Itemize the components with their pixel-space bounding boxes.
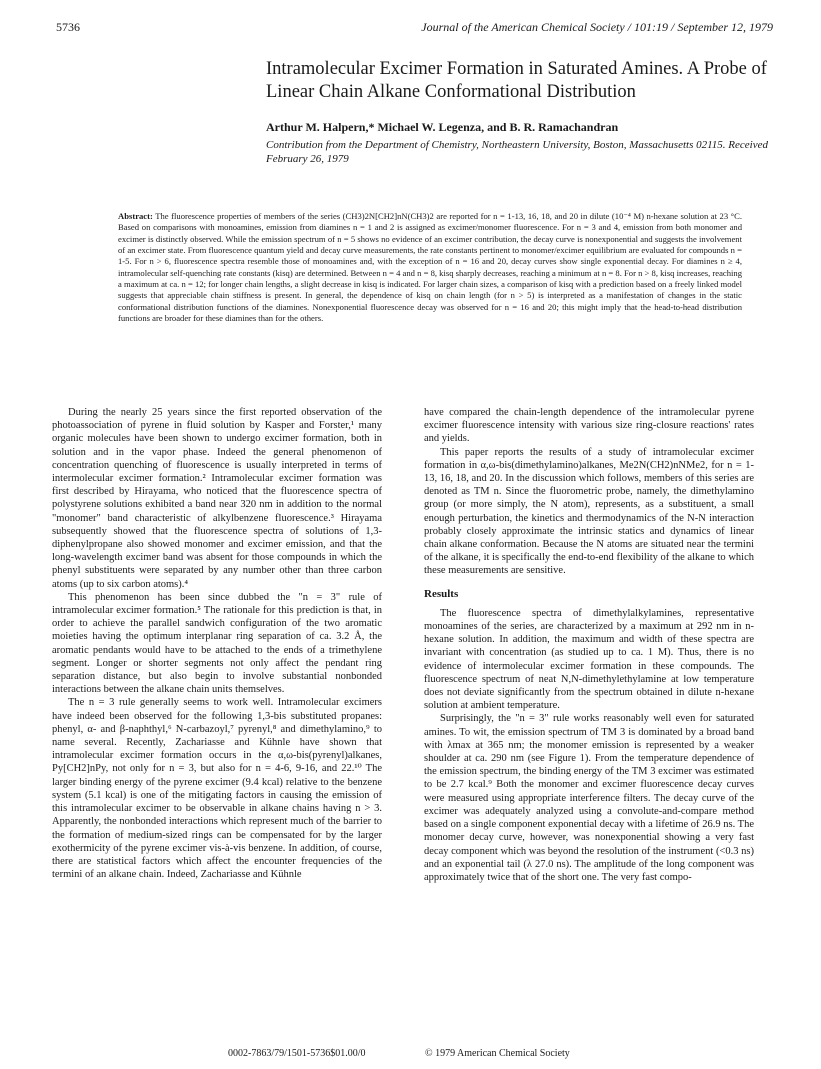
footer-price-code: 0002-7863/79/1501-5736$01.00/0 [228,1048,366,1059]
running-head [56,20,773,38]
body-paragraph: The n = 3 rule generally seems to work well. Intramolecular excimers have indeed been observed for the following 1,3-bis substituted propanes: phenyl, α- and β-naphthyl,⁶ N-carbazoyl,⁷ pyrenyl,⁸ and dimethylamino,⁹ to name several. Recently, Zachariasse and Kühnle have shown that intramolecular excimer formation occurs in the α,ω-bis(pyrenyl)alkanes, Py[CH2]nPy, not only for n = 3, but also for n = 4-6, 9-16, and 22.¹⁰ The larger binding energy of the pyrene excimer (9.4 kcal) relative to the benzene system (5.1 kcal) is one of the mitigating factors in causing the emission of this intramolecular excimer to be observable in alkane chains having n > 3. Apparently, the nonbonded interactions which represent much of the barrier to the formation of medium-sized rings can be compensated for by the larger exothermicity of the pyrene excimer vis-à-vis benzene. In addition, of course, there are statistical factors which affect the encounter frequencies of the termini of an alkane chain. Indeed, Zachariasse and Kühnle [52,697,382,881]
journal-citation: Journal of the American Chemical Society / 101:19 / September 12, 1979 [421,20,773,34]
article-affiliation: Contribution from the Department of Chemistry, Northeastern University, Boston, Massachusetts 02115. Received February 26, 1979 [266,139,768,165]
body-paragraph: Surprisingly, the "n = 3" rule works reasonably well even for saturated amines. To wit, the emission spectrum of TM 3 is dominated by a broad band with λmax at 365 nm; the monomer emission is represented by a weaker shoulder at ca. 290 nm (see Figure 1). From the temperature dependence of the emission spectrum, the binding energy of the TM 3 excimer was estimated to be 2.7 kcal.⁹ Both the monomer and excimer fluorescence decay curves were measured using appropriate interference filters. The decay curve of the excimer was adequately analyzed using a convolute-and-compare method based on a single component exponential decay with a lifetime of 26.9 ns. The monomer decay curve, however, was nonexponential showing a very fast decay component which was beyond the resolution of the instrument (<0.3 ns) and an exponential tail (λ 27.0 ns). The amplitude of the long component was approximately twice that of the short one. The very fast compo- [424,713,754,883]
body-right-column [424,406,754,884]
article-title: Intramolecular Excimer Formation in Saturated Amines. A Probe of Linear Chain Alkane Conformational Distribution [266,59,767,102]
footer-copyright: © 1979 American Chemical Society [425,1048,570,1059]
body-paragraph: This phenomenon has been since dubbed the "n = 3" rule of intramolecular excimer formation.⁵ The rationale for this prediction is that, in order to achieve the parallel sandwich configuration of the two aromatic moieties having the optimum interplanar ring separation of ca. 3.2 Å, the aromatic pendants would have to be attached to the ends of a trimethylene segment. Longer or shorter segments not only affect the pendant ring separation distance, but also begin to involve substantial nonbonded interactions between the alkane chain units themselves. [52,591,382,696]
body-left-column [52,406,382,881]
abstract [118,211,742,324]
article-authors: Arthur M. Halpern,* Michael W. Legenza, and B. R. Ramachandran [266,120,619,134]
body-paragraph: This paper reports the results of a study of intramolecular excimer formation in α,ω-bis(dimethylamino)alkanes, Me2N(CH2)nNMe2, for n = 1-13, 16, 18, and 20. In the discussion which follows, members of this series are denoted as TM n. Since the fluorometric probe, namely, the dimethylamino group (or more simply, the N atom), represents, as a substituent, a small enough perturbation, the kinetics and thermodynamics of the N-N interaction probably closely approximate the intrinsic statics and dynamics of linear chain alkane conformation. Because the N atoms are situated near the termini of the alkane, it is specifically the end-to-end flexibility of the alkane to which these measurements are sensitive. [424,446,754,577]
body-paragraph: have compared the chain-length dependence of the intramolecular pyrene excimer fluorescence intensity with various size ring-closure reactions' rates and yields. [424,407,754,445]
abstract-text: The fluorescence properties of members of the series (CH3)2N[CH2]nN(CH3)2 are reported for n = 1-13, 16, 18, and 20 in dilute (10⁻⁴ M) n-hexane solution at 23 °C. Based on comparisons with monoamines, emission from diamines n = 1 and 2 is assigned as excimer/monomer fluorescence. For n = 3 and 4, emission from both monomer and excimer is distinctly observed. While the emission spectrum of n = 5 shows no evidence of an excimer contribution, the decay curve is nonexponential and suggests the involvement of an excimer state. From fluorescence quantum yield and decay curve measurements, the rate constants pertinent to monomer/excimer equilibrium are evaluated for compounds n = 1-5. For n > 6, fluorescence spectra resemble those of monoamines and, with the exception of n = 16 and 20, decay curves show single exponential decay. For diamines n ≥ 4, intramolecular self-quenching rate constants (kisq) are determined. Between n = 4 and n = 8, kisq sharply decreases, reaching a minimum at n = 8. For n > 8, kisq increases, reaching a maximum at ca. n = 12; for longer chain lengths, a slight decrease in kisq is indicated. For larger chain sizes, a comparison of kisq with a prediction based on a freely linked model suggests that appreciable chain stiffness is present. In general, the dependence of kisq on chain length (for n > 5) is interpreted as a manifestation of changes in the static conformational distribution functions of the diamines. Nonexponential fluorescence decay was observed for n = 16 and 20; this might imply that the head-to-head distribution functions are broader for these diamines than for the others. [118,211,742,324]
abstract-label: Abstract: [118,211,153,221]
page-number: 5736 [56,20,80,34]
body-paragraph: The fluorescence spectra of dimethylalkylamines, representative monoamines of the series, are characterized by a maximum at 292 nm in n-hexane solution. In addition, the maximum and width of these spectra are invariant with concentration (as studied up to ca. 1 M). Thus, there is no evidence of intermolecular excimer formation in these compounds. The fluorescence spectrum of neat N,N-dimethylethylamine at low temperature does not deviate significantly from the spectrum obtained in dilute n-hexane solution at ambient temperature. [424,607,754,712]
section-heading-results: Results [424,587,459,600]
body-paragraph: During the nearly 25 years since the first reported observation of the photoassociation of pyrene in fluid solution by Kasper and Forster,¹ many organic molecules have been shown to undergo excimer formation, both in solution and in the vapor phase. Indeed the general phenomenon of concentration quenching of fluorescence is usually interpreted in terms of intermolecular excimer formation.² Intramolecular excimer formation was first described by Hirayama, who noticed that the fluorescence spectra of polystyrene solutions exhibited a band near 320 nm in addition to the normal "monomer" band characteristic of alkylbenzene fluorescence.³ Hirayama subsequently showed that the fluorescence spectra of solutions of 1,3-diphenylpropane also showed monomer and excimer emission, and that the long-wavelength excimer band was absent for those compounds in which the phenyl substituents were separated by any number other than three carbon atoms (up to six carbon atoms).⁴ [52,407,382,590]
